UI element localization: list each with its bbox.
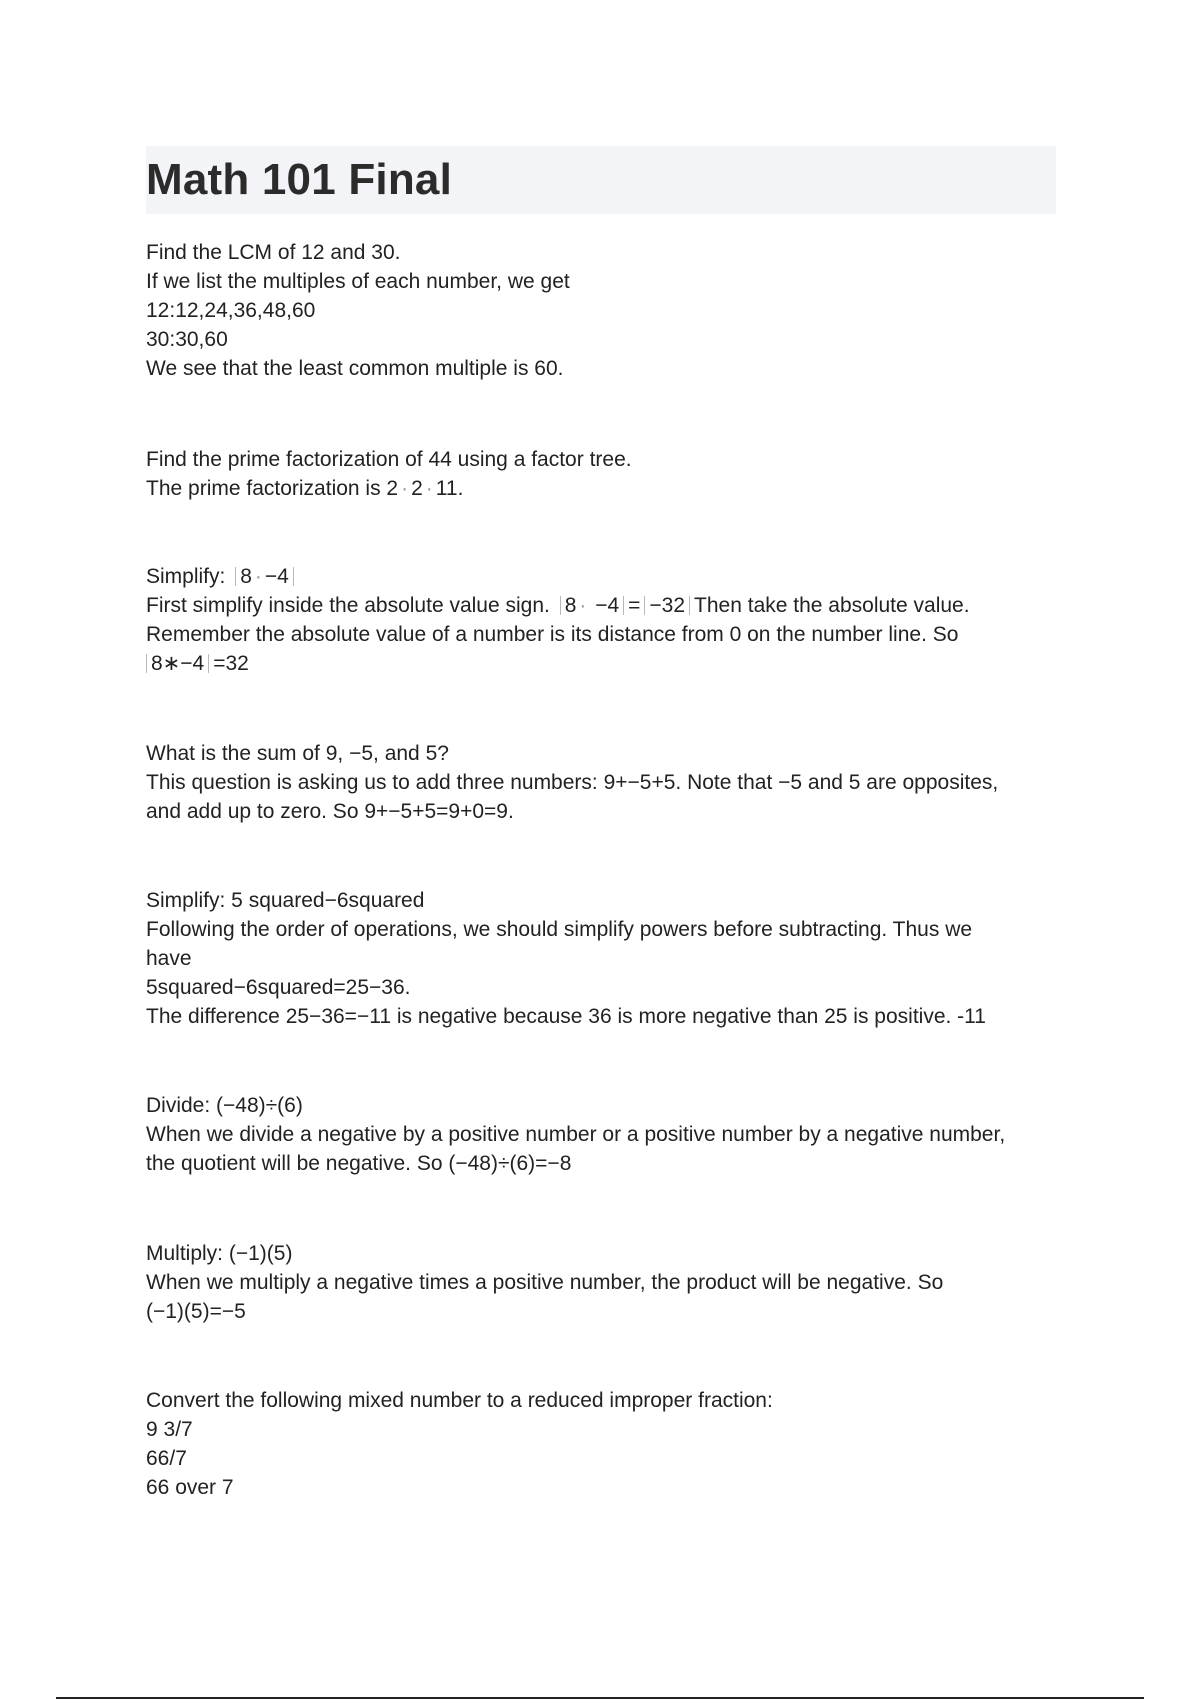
abs-bar: [689, 596, 690, 615]
answer-line: 66/7: [146, 1447, 187, 1470]
first-prefix: First simplify inside the absolute value sign.: [146, 594, 556, 617]
question-text: Simplify: 5 squared−6squared: [146, 889, 425, 912]
pf-end: 11.: [435, 477, 464, 500]
first-neg4: −4: [589, 594, 620, 617]
question-lcm: [146, 238, 1056, 383]
pf-mid: 2: [411, 477, 423, 500]
answer-line: Following the order of operations, we should simplify powers before subtracting. Thus we: [146, 918, 973, 941]
answer-line: If we list the multiples of each number, we get: [146, 270, 570, 293]
question-text: Multiply: (−1)(5): [146, 1242, 293, 1265]
line4-expr: 8∗−4: [151, 652, 205, 675]
answer-line: 9 3/7: [146, 1418, 193, 1441]
answer-line: 5squared−6squared=25−36.: [146, 976, 411, 999]
answer-line: 30:30,60: [146, 328, 228, 351]
first-suffix: Then take the absolute value.: [694, 594, 970, 617]
question-text: What is the sum of 9, −5, and 5?: [146, 742, 449, 765]
answer-line: [146, 474, 1056, 503]
first-eq: =: [628, 594, 641, 617]
simplify-neg4: −4: [264, 565, 289, 588]
abs-bar: [560, 596, 561, 615]
answer-line: and add up to zero. So 9+−5+5=9+0=9.: [146, 800, 514, 823]
first-neg32: −32: [649, 594, 686, 617]
answer-line: have: [146, 947, 192, 970]
abs-bar: [293, 567, 294, 586]
abs-bar: [644, 596, 645, 615]
question-text: Find the LCM of 12 and 30.: [146, 241, 401, 264]
question-text: Find the prime factorization of 44 using a factor tree.: [146, 448, 632, 471]
answer-line: Remember the absolute value of a number is its distance from 0 on the number line. So: [146, 623, 959, 646]
dot-operator: ·: [401, 477, 409, 500]
question-text: [146, 562, 1056, 591]
first-eight: 8: [564, 594, 577, 617]
answer-line: [146, 591, 1056, 620]
page-title: Math 101 Final: [146, 155, 452, 204]
line4-result: =32: [213, 652, 249, 675]
answer-line: The difference 25−36=−11 is negative because 36 is more negative than 25 is positive. -11: [146, 1005, 986, 1028]
answer-line: This question is asking us to add three numbers: 9+−5+5. Note that −5 and 5 are opposites,: [146, 771, 999, 794]
answer-line: When we divide a negative by a positive number or a positive number by a negative number,: [146, 1123, 1006, 1146]
document-page: [146, 146, 1056, 214]
dot-operator: ·: [254, 565, 262, 588]
title-bar: [146, 146, 1056, 214]
abs-bar: [623, 596, 624, 615]
question-divide: [146, 1091, 1056, 1178]
answer-line: 66 over 7: [146, 1476, 234, 1499]
answer-line: (−1)(5)=−5: [146, 1300, 246, 1323]
dot-operator: ·: [425, 477, 433, 500]
question-mixed-number: [146, 1386, 1056, 1502]
simplify-eight: 8: [240, 565, 252, 588]
abs-bar: [235, 567, 236, 586]
answer-line: When we multiply a negative times a positive number, the product will be negative. So: [146, 1271, 944, 1294]
pf-prefix: The prime factorization is 2: [146, 477, 399, 500]
dot-operator: ·: [579, 594, 587, 617]
abs-bar: [208, 654, 209, 673]
question-text: Convert the following mixed number to a reduced improper fraction:: [146, 1389, 773, 1412]
answer-line: 12:12,24,36,48,60: [146, 299, 316, 322]
footer-divider: [56, 1697, 1144, 1699]
question-squares: [146, 886, 1056, 1031]
question-text: Divide: (−48)÷(6): [146, 1094, 303, 1117]
answer-line: the quotient will be negative. So (−48)÷(6)=−8: [146, 1152, 572, 1175]
abs-bar: [146, 654, 147, 673]
question-absolute-value: [146, 562, 1056, 678]
answer-line: [146, 649, 1056, 678]
question-prime-factorization: [146, 445, 1056, 503]
question-multiply: [146, 1239, 1056, 1326]
question-sum: [146, 739, 1056, 826]
simplify-prefix: Simplify:: [146, 565, 232, 588]
answer-line: We see that the least common multiple is 60.: [146, 357, 564, 380]
